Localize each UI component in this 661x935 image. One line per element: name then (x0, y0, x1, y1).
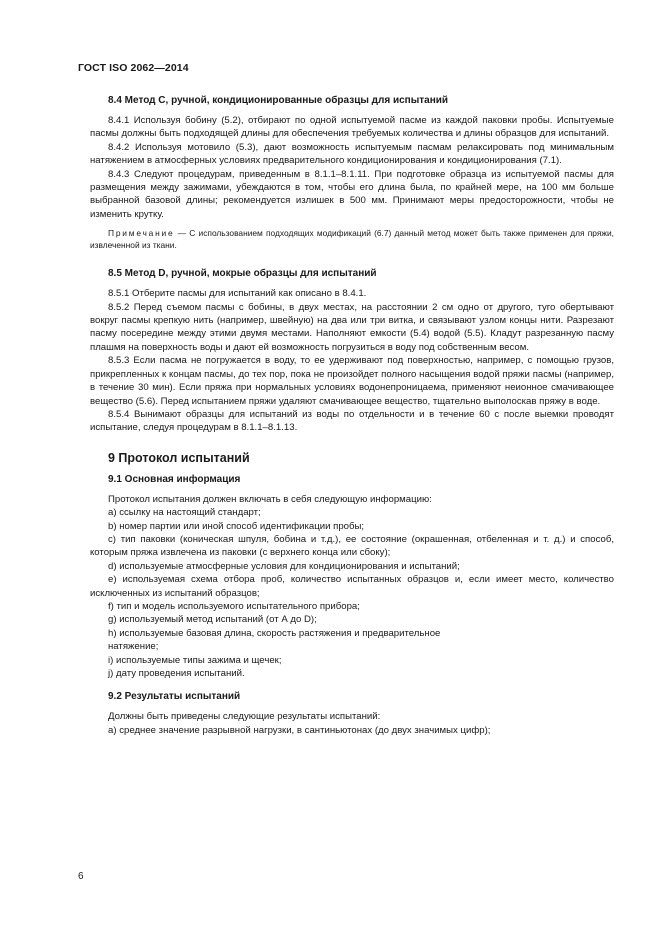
paragraph-8-5-4: 8.5.4 Вынимают образцы для испытаний из воды по отдельности и в течение 60 с после выемки проводят испытание, следуя процедурам в 8.1.1–8.1.13. (90, 408, 614, 434)
paragraph-8-4-2: 8.4.2 Используя мотовило (5.3), дают возможность испытуемым пасмам релаксировать под минимальным натяжением в атмосферных условиях предварительного кондиционирования и кондиционирования (7.1). (90, 141, 614, 167)
list-item: натяжение; (108, 641, 159, 653)
note-label: Примечание (108, 228, 175, 239)
list-item: a) среднее значение разрывной нагрузки, в сантиньютонах (до двух значимых цифр); (108, 724, 491, 736)
paragraph-8-5-3: 8.5.3 Если пасма не погружается в воду, то ее удерживают под поверхностью, например, с помощью грузов, прикрепленных к концам пасмы, до тех пор, пока не произойдет полного насыщения водой пряжи пасмы (например, в течение 30 мин). Если пряжа при нормальных условиях водонепроницаема, применяют неионное смачивающее вещество (5.6). Перед испытанием пряжи удаляют смачивающее вещество, тщательно выполоскав пряжу в воде. (90, 355, 614, 407)
section-9-2-title: 9.2 Результаты испытаний (108, 691, 241, 703)
paragraph-8-5-2: 8.5.2 Перед съемом пасмы с бобины, в двух местах, на расстоянии 2 см одно от другого, туго обертывают вокруг пасмы крепкую нить (например, швейную) на два или три витка, и связывают узлом концы нити. Разрезают пасму посередине между этими двумя местами. Наполняют емкости (5.4) водой (5.5). Кладут разрезанную пасму плашмя на поверхность воды и дают ей возможность погрузиться в воду под собственным весом. (90, 301, 614, 353)
document-header: ГОСТ ISO 2062—2014 (78, 62, 189, 74)
list-item: j) дату проведения испытаний. (108, 668, 245, 679)
section-9-1-title: 9.1 Основная информация (108, 473, 241, 485)
paragraph-9-2-intro: Должны быть приведены следующие результаты испытаний: (108, 711, 381, 723)
list-item: i) используемые типы зажима и щечек; (108, 654, 282, 666)
list-item: h) используемые базовая длина, скорость растяжения и предварительное (108, 627, 441, 639)
list-item: d) используемые атмосферные условия для кондиционирования и испытаний; (108, 560, 460, 572)
paragraph-9-1-intro: Протокол испытания должен включать в себя следующую информацию: (108, 493, 432, 505)
document-body (90, 94, 614, 737)
list-item: c) тип паковки (коническая шпуля, бобина и т.д.), ее состояние (окрашенная, отбеленная и т. д.) и способ, которым пряжа извлечена из паковки (с верхнего конца или сбоку); (90, 533, 614, 559)
list-item: b) номер партии или иной способ идентификации пробы; (108, 520, 365, 532)
paragraph-8-5-1: 8.5.1 Отберите пасмы для испытаний как описано в 8.4.1. (108, 288, 367, 300)
list-item: e) используемая схема отбора проб, количество испытанных образцов и, если имеет место, количество исключенных из испытаний образцов; (90, 574, 614, 599)
paragraph-8-4-1: 8.4.1 Используя бобину (5.2), отбирают по одной испытуемой пасме из каждой паковки пробы. Испытуемые пасмы должны быть подходящей длины для обеспечения требуемых количества и длины образцов для испытаний. (90, 115, 614, 140)
section-9-title: 9 Протокол испытаний (108, 450, 250, 465)
list-item: a) ссылку на настоящий стандарт; (108, 507, 261, 519)
section-8-5-title: 8.5 Метод D, ручной, мокрые образцы для испытаний (108, 268, 377, 280)
section-8-4-title: 8.4 Метод С, ручной, кондиционированные образцы для испытаний (108, 95, 449, 106)
note-text: — С использованием подходящих модификаций (6.7) данный метод может быть также применен для пряжи, извлеченной из ткани. (90, 228, 614, 251)
note-8-4 (90, 227, 614, 251)
paragraph-8-4-3: 8.4.3 Следуют процедурам, приведенным в 8.1.1–8.1.11. При подготовке образца из испытуемой пасмы для размещения между зажимами, убеждаются в том, чтобы его длина была, по крайней мере, на 100 мм больше выбранной базовой длины; рекомендуется излишек в 500 мм. Принимают меры предосторожности, чтобы не изменить крутку. (90, 168, 614, 220)
list-item: f) тип и модель используемого испытательного прибора; (108, 600, 360, 612)
list-item: g) используемый метод испытаний (от А до D); (108, 614, 317, 626)
page-number: 6 (78, 871, 84, 882)
